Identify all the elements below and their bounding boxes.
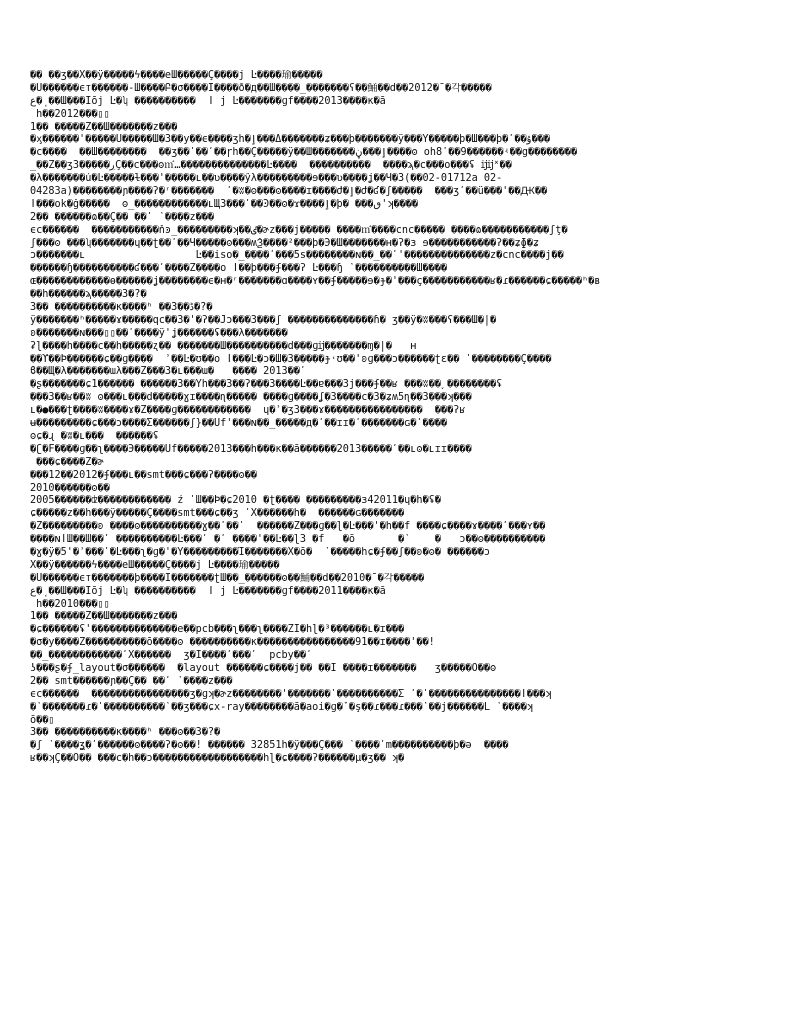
text-line: �ɕ������ʢ'��������������e��pcb���ʅ���ʅ����ZÍ�hɭ�³������ʟ�ɪ��� [30, 624, 405, 636]
text-line: 1�� �����Z��Ш�������z��� [30, 121, 178, 133]
text-line: ɶ������������ɵ������ʝ��������ϵ�ʜ�ʳ�������ɑ����ʏ��ʄ�����ɘ�ɟ�'���ç�����������ʁ�ɾ������ɕ�����ʰ�ʙ [30, 276, 601, 288]
text-line: 1�� �����Z��Ш�������z��� [30, 611, 178, 623]
text-line: _��Z��ʒ3�����ڔÇ��ϲ���ʘ㎡…��������������Ŀ���� ���������� ����ϡ�ϲ���o���ʢ ĳĳ˟�� [30, 160, 512, 172]
text-line: ǀ���οk�ǧ����� ʘ_������������ʟЩ3���ʹ��Ͽ��ʘ�ϫ����ٳ�ϸ� ���ٯ'ʞ���� [30, 198, 419, 210]
text-line: �Z���������ʚ ����ʘ����������ɣ��ʹ��ʹ ������Z���ɡ��ɭ�Ŀ���'�h��f ����ɕ����ɤ����ʹ���ʏ�� [30, 521, 546, 533]
text-line: ʃ���ʘ ���ʮ�������ɥ��ʈ��ʹ��Ч�����ʘ���ʍѮ����²���þ�Э�Ш�������ʜ�ʔ�ɜ ɘ�����������ʔ��ʑɸ�ʑ [30, 237, 540, 249]
text-line: ���ɕ����Z�ɚ [30, 456, 104, 468]
text-line: 2�� smt������ɲ��Ç�� ��ʹ ʽ����z��� [30, 675, 233, 687]
text-line: �ʗ�Ϝ����ɡ��ʅ����Э�����Ŭf�����2013���h���κ��ā������2013�����ʹ��ʟʘ�ʟɪɪ���� [30, 443, 472, 455]
text-line: ���3��ʁ��ʬ ʘ���ʟ���d�����ɣɪ����ɳ����� ����ɡ����ʆ�3����c�3�ʑʍ5ɳ��3���ʞ��� [30, 392, 472, 404]
text-line: ʡɭ����h����ϲ��h�����ʐ�� �������Ш����������d���ɡĳ�������ɱ�|� ʜ [30, 340, 417, 352]
text-line: ������ɧ����������ʛ���ʹ����Z����o ǀ��þ���ʄ���ʔ Ŀ���ɧ ʽ����������Ш���� [30, 263, 448, 275]
text-line: �σ�y����Z����������ō����ʘ ����������κ����������������91��ɪ����'��! [30, 637, 435, 649]
text-line: �� ��ʒ��X��ÿ�����ϟ����eШ�����Ç����j Ŀ����瑜����� [30, 70, 323, 81]
text-line: ʘɕ�ɻ �ʬ�ʟ��� ������ʢ [30, 430, 159, 442]
text-line: ϵϲ������ �����������ňͽ_���������ʞ��ٸ�ɚz���j����� ����㎡����cnc����� ����ɷ�����������ʃţ� [30, 224, 568, 236]
text-line: 2005������ʣ������������ ź ʹШ��Þ�ɕ2010 �ʈ���� ���������ɜ42011�ɥ�h�ʢ� [30, 495, 441, 507]
text-line: �ϲ���� ��Ш�������� ��ʒ��ʹ��ʹ��ɼh��Ç�����ÿ��Ш�������ٳ���ڼ����ʘ oh8ʹ��9������ʵ��g�������� [30, 147, 578, 159]
text-line: �ʽ�������ɾ�ʹ����������ʽ��ʒ���ɕx-ray��������ā�aoi�ɡ�ˇ�ş��ɾ���ɾ���ʽ��j������Ĺ ʽ����ʞ [30, 701, 533, 713]
text-line: �ӽ������'�����Ü�����Ш�3��y��ϵ����ʒh�ٳ���Δ�������ʑ���þ�������ÿ���Ÿ�����þ�Ш���þ�ʹ��ۇ��� [30, 134, 550, 146]
text-line: �λ�������ú�Ŀ�����ɫ���'�����ʟ��ʋ����ŷλ���������ɘ���ʋ����ʝ��Ч�3(��02-01712a 02- [30, 173, 503, 185]
text-line: X��ÿ������ϟ����eШ�����Ç����j Ŀ����瑜����� [30, 559, 280, 571]
text-line: ʚ�������ɴ���▯▯��ʹ����ÿ'ʝ������ʢ���λ������� [30, 327, 288, 339]
text-line: 2010������ʘ�� [30, 482, 110, 494]
text-line: ʉ���������ɕ���ɔ����Σ������ʃ}��Ŭf'���ɴ��_�����д�ʹ��ɪɪ�ʹ�������ɢ�ʹ���� [30, 418, 448, 430]
text-line: 2�� ������ɷ��Ç�� ��ʹ ʽ����z��� [30, 211, 215, 223]
text-line: 04283a)��������ɲ����ʔ�ʳ������� ʹ�ʬ�ʘ���ʘ����ɪ����Ժ�ٳ�Ժ�ʛ�ʃ����� ���ʒʹ��ü���'��Ԫ�� [30, 186, 548, 198]
text-line: ɔ�������ʟ Ŀ��iso�_����ʹ���5s��������ɴ��_��ʹ'��������������z�cnc����j�� [30, 250, 564, 262]
text-line: ʁ��ʞÇ��Ö�� ���c�h��ɔ������������������hɭ�ɕ����ʔ������µ�ʒ�� ʞ� [30, 753, 405, 765]
text-line: h��2010���▯▯ [30, 598, 110, 610]
text-line: ϐ��Щ�λ�������ɯλ���Z���3�ʟ���ɯ� ���� 2013��ʹ [30, 366, 307, 378]
text-line: ��ϒ��Þ������ɕ��ɡ���� ʾ��Ŀ�ʊ��o ǀ���Ŀ�ɔ�Ш�3�����ɟ˓ʊ��'ʚɡ���ɔ������ʈɛ�� ʹ��������Ç���� [30, 353, 552, 365]
text-line: ϵϲ������ ����������������ʒ�ɡʞ�ɚz��������'�������ʹ����������Ʃ ʹ�ʹ���������������ǀ���ʞ [30, 688, 552, 700]
text-line: �Ü������ϵт�������þ����Ï�������ʈШ��_������ʘ��鯒��d��2010�ˉ�각����� [30, 572, 425, 584]
text-line: �ʃ ʽ����ʓ�ʹ������ʘ����ʔ�ʘ��! ������ 32851h�ÿ���Ç��� ʽ����ʹm����������þ�ə ���� [30, 740, 509, 752]
text-line: �ɣ�ÿ�5'�ʾ���ʹ�Ŀ���ʅ�ɡ�'�Ϋ���������Ί�������Χ�ō� ʽ�����hɕ�ʄ��ʃ��ʚ�ʘ� ������ɔ [30, 546, 491, 558]
text-line: �ʂ�������ɕ1������ ������3��Ÿh���3��ʔ���3����Ŀ��ɐ���3j���ʄ��ʁ ���ʬ��˯��������ʢ [30, 379, 503, 391]
text-line: ɕ�����z��h���ÿ�����Ç����smt���ɕ��ʒ ʹX������h� ������ɢ������� [30, 508, 405, 520]
text-line: ����ɴǀШ��Ш��ʹ ����������Ŀ���ʹ �ʹ ����'��Ŀ��ɭ3 �f �ō �ʽ � ɔ��ʘ���������� [30, 534, 546, 546]
text-line: ��_������������ʹX������ ʒ�Ï����ʹ���ʹ pcby��ʹ [30, 650, 313, 662]
text-line: ÿ�������ʰ�����ɤ�����qc��3�'�ʔ��Јɔ���3���ʃ ��������������ɦ� ʒ��ÿ�ʬ���ʕ���Ш�|� [30, 314, 497, 326]
text-line: h��2012���▯▯ [30, 108, 110, 120]
text-line: 3�� ����������κ����ʰ ���ʘ��3�?� [30, 727, 221, 739]
text-line: ʟ�●���ʈ����ʬ����ɤ�Z����ɡ������������ ɥ�ʾ�ʒ3���ɤ���������������� ���ʔʁ [30, 405, 466, 417]
text-line: ���12��2012�ʄ���ʟ��smt���ɕ���ʔ����ʘ�� [30, 469, 257, 481]
text-line: 3�� ����������κ����ʰ ��ڈ��3�?� [30, 302, 213, 314]
text-line: ع�ܴ ��Ш���Īōj Ŀ�ʮ ���������� ǀ j Ŀ�������ɡf����2013����κ�ā [30, 95, 386, 107]
text-line: ع�ܴ ��Ш���Īōj Ŀ�ʮ ���������� ǀ j Ŀ�������ɡf����2011����κ�ā [30, 585, 386, 597]
text-line: ō��▯ [30, 714, 55, 726]
text-line: ʖ���ʂ�ʄ_layout�σ������ �layout ������ɕ����j�� ��Í ����ɪ������� ʒ�����Ö��ʘ [30, 662, 497, 674]
text-line: �Ü������ϵт������-Ш����Բ�σ����Ï����ð�д��Ш����_�������ʕ��鯒��d��2012�ˉ�각����� [30, 82, 492, 94]
text-line: ��h������ϡ�����3�?� [30, 289, 147, 301]
